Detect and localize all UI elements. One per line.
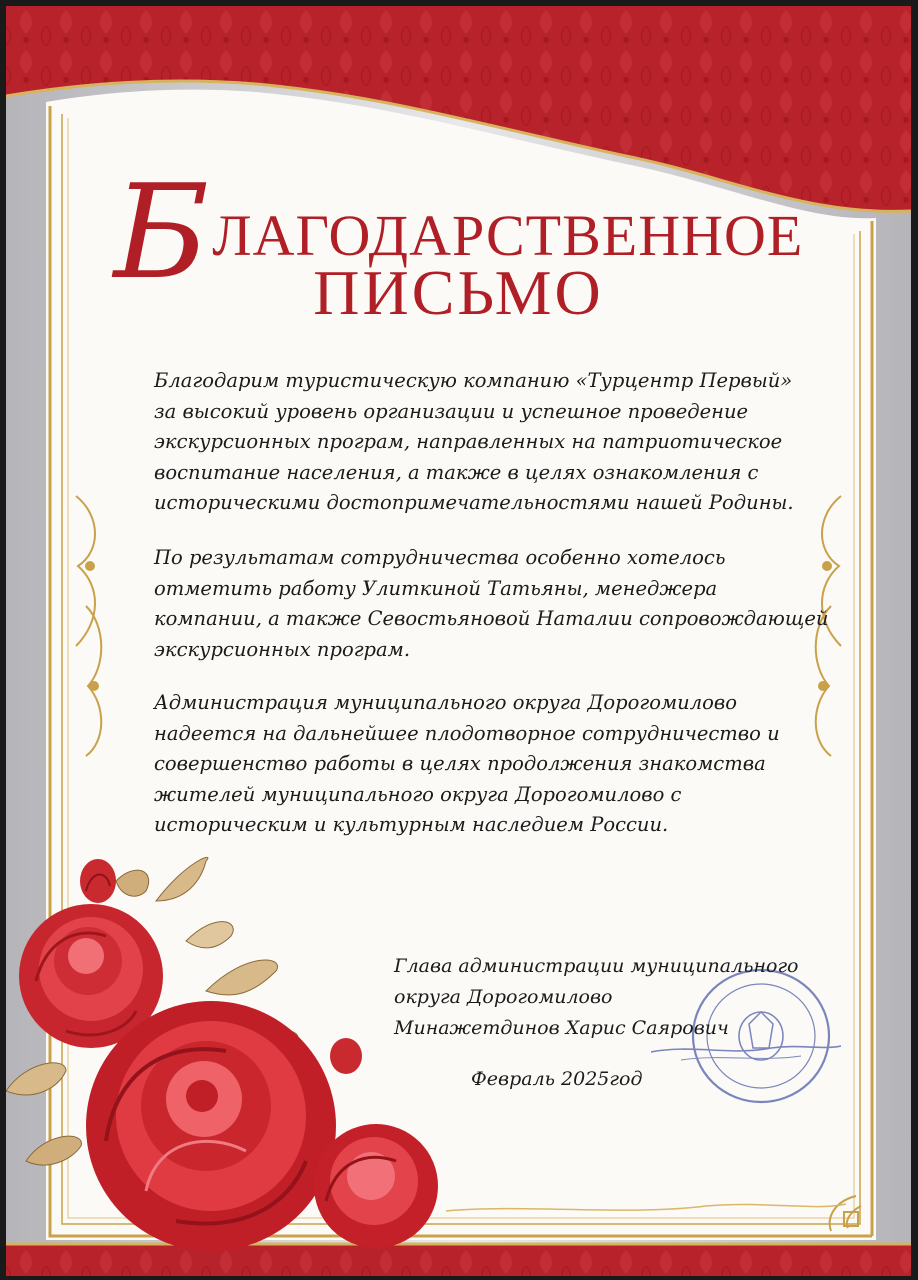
text-line: экскурсионных програм. <box>154 637 411 661</box>
text-line: компании, а также Севостьяновой Наталии сопровождающей <box>154 607 829 630</box>
text-line: воспитание населения, а также в целях ознакомления с <box>154 460 759 484</box>
text-line: надеется на дальнейшее плодотворное сотрудничество и <box>154 721 780 745</box>
signature-line: Глава администрации муниципального <box>394 955 799 977</box>
title-rest: ЛАГОДАРСТВЕННОЕ <box>212 203 804 268</box>
text-line: совершенство работы в целях продолжения знакомства <box>154 752 766 775</box>
text-line: По результатам сотрудничества особенно хотелось <box>154 546 726 569</box>
title-line-2: ПИСЬМО <box>313 257 604 328</box>
text-line: Администрация муниципального округа Дорогомилово <box>154 691 737 714</box>
text-line: за высокий уровень организации и успешное проведение <box>154 399 749 423</box>
paragraph-administration <box>154 688 804 841</box>
date-text: Февраль 2025год <box>471 1068 643 1090</box>
text-line: историческим и культурным наследием России. <box>154 813 669 836</box>
text-line: историческими достопримечательностями нашей Родины. <box>154 491 794 514</box>
text-line: жителей муниципального округа Дорогомилово с <box>154 782 682 806</box>
paragraph-gratitude <box>154 366 804 519</box>
text-line: отметить работу Улиткиной Татьяны, менеджера <box>154 576 718 600</box>
paragraph-cooperation <box>154 543 829 665</box>
text-line: Благодарим туристическую компанию «Турцентр Первый» <box>154 369 793 392</box>
signature-line: Минажетдинов Харис Саярович <box>394 1017 729 1039</box>
certificate-sheet <box>6 6 911 1276</box>
roses-decoration <box>6 841 466 1276</box>
title-initial: Б <box>113 156 211 308</box>
text-line: экскурсионных програм, направленных на патриотическое <box>154 430 783 453</box>
signature-line: округа Дорогомилово <box>394 986 613 1008</box>
